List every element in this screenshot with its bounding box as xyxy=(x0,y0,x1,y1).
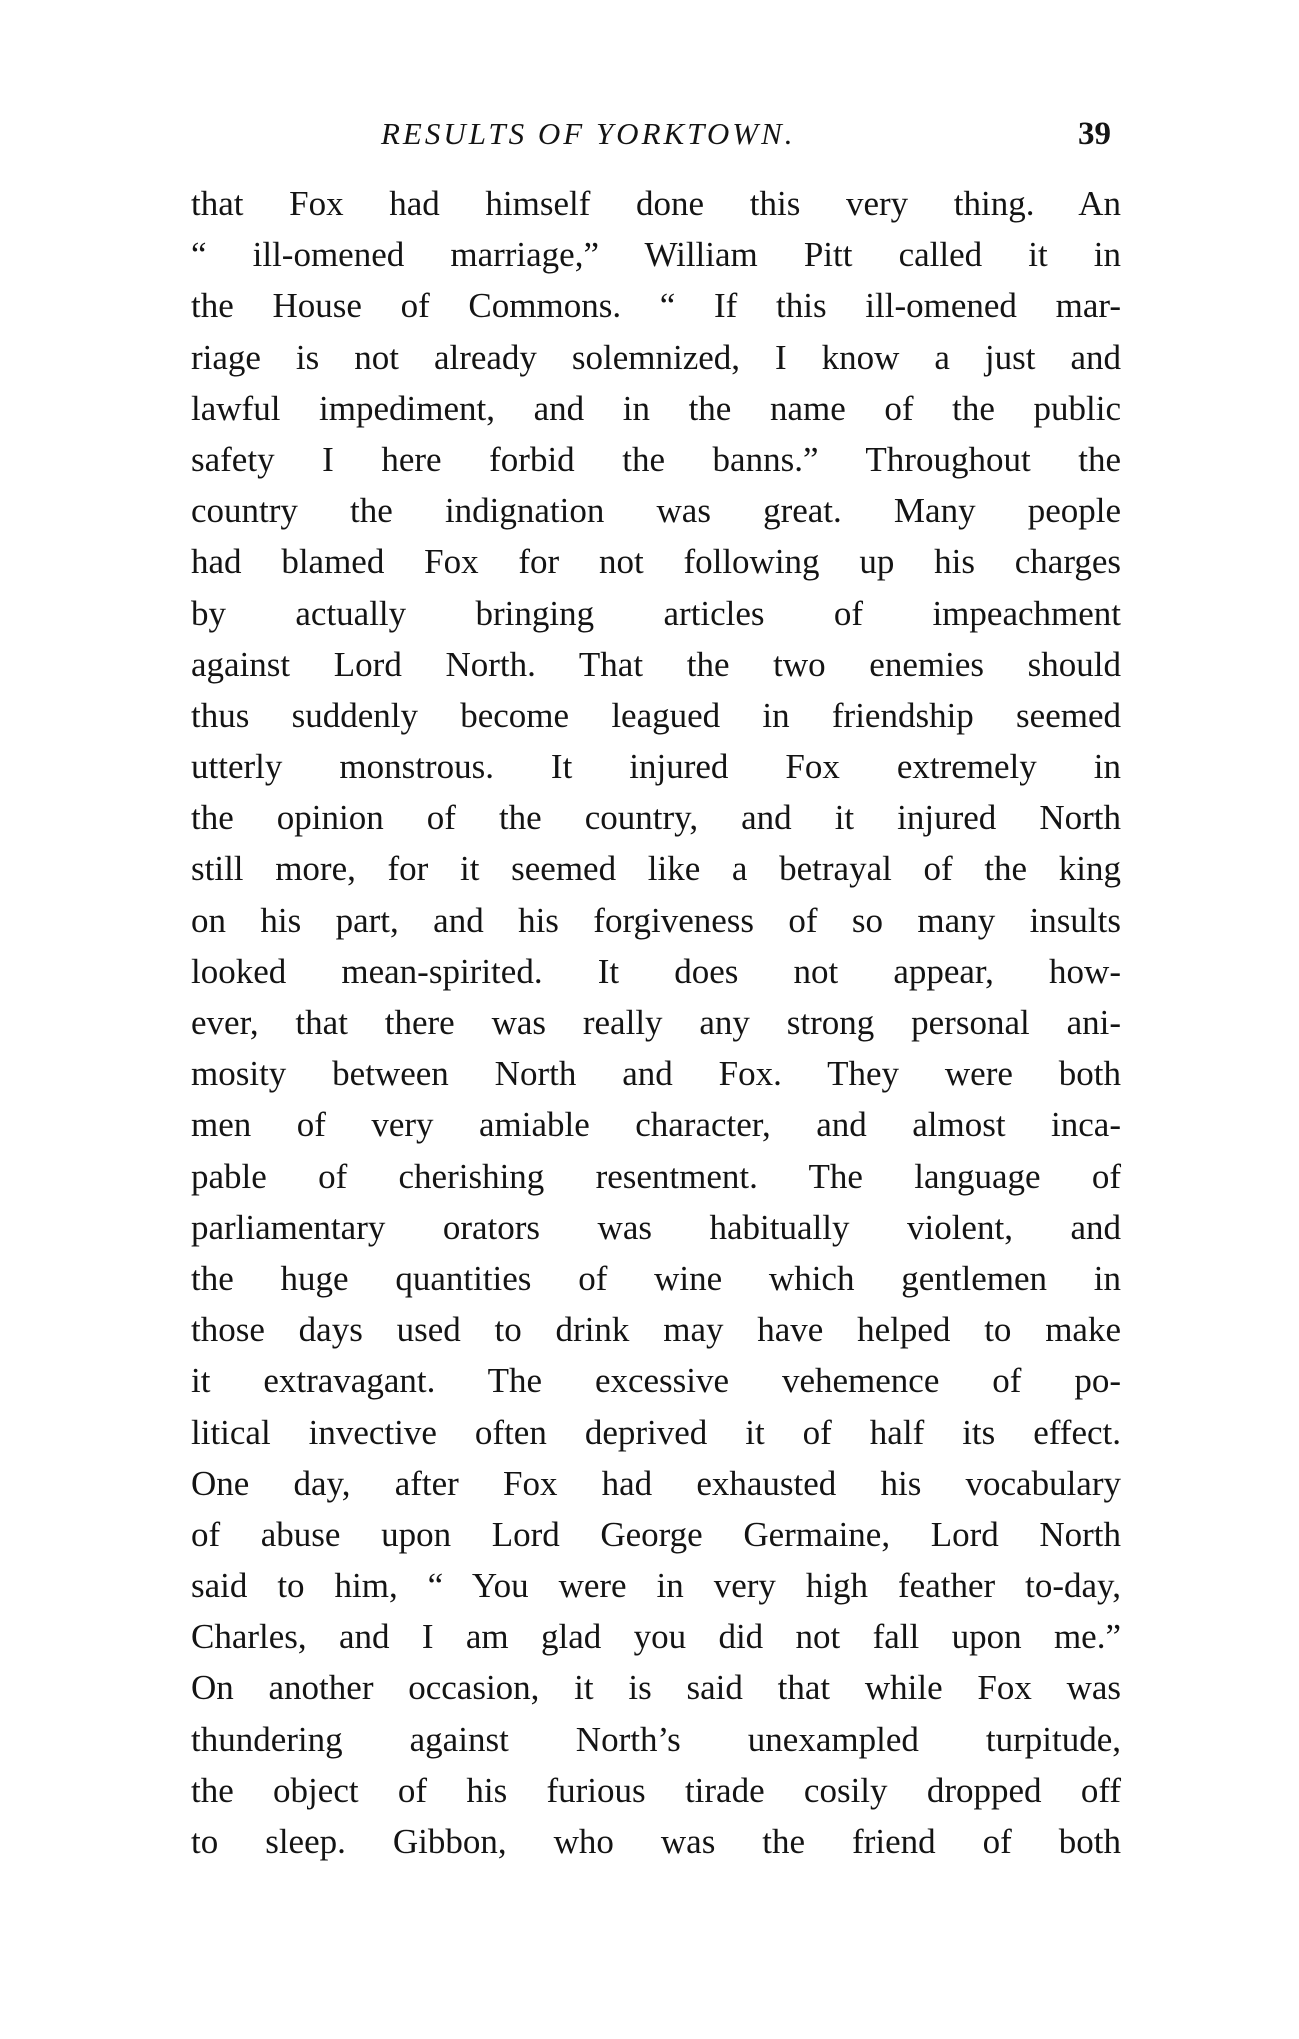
text-line: had blamed Fox for not following up his charges xyxy=(191,542,1121,582)
text-line: thus suddenly become leagued in friendship seemed xyxy=(191,695,1121,735)
text-line: ever, that there was really any strong personal ani- xyxy=(191,1003,1121,1042)
text-line: it extravagant. The excessive vehemence of po- xyxy=(191,1361,1121,1401)
text-line: of abuse upon Lord George Germaine, Lord North xyxy=(191,1514,1121,1554)
text-line: utterly monstrous. It injured Fox extremely in xyxy=(191,747,1121,787)
text-line: pable of cherishing resentment. The language of xyxy=(191,1156,1121,1196)
text-line: men of very amiable character, and almost inca- xyxy=(191,1105,1121,1145)
text-line: the House of Commons. “ If this ill-omened mar- xyxy=(191,286,1121,326)
text-line: litical invective often deprived it of half its effect. xyxy=(191,1412,1121,1452)
text-line: said to him, “ You were in very high feather to-day, xyxy=(191,1566,1121,1606)
text-line: parliamentary orators was habitually violent, and xyxy=(191,1207,1121,1247)
text-line: One day, after Fox had exhausted his vocabulary xyxy=(191,1463,1121,1503)
text-line: the object of his furious tirade cosily dropped off xyxy=(191,1770,1121,1810)
text-line: still more, for it seemed like a betrayal of the king xyxy=(191,849,1121,889)
text-line: lawful impediment, and in the name of the public xyxy=(191,388,1121,428)
page-number: 39 xyxy=(1078,116,1111,152)
text-line: country the indignation was great. Many people xyxy=(191,491,1121,531)
text-line: that Fox had himself done this very thing. An xyxy=(191,184,1121,223)
text-line: against Lord North. That the two enemies should xyxy=(191,644,1121,684)
body-text xyxy=(191,178,1121,1867)
text-line: On another occasion, it is said that while Fox was xyxy=(191,1668,1121,1708)
text-line: Charles, and I am glad you did not fall upon me.” xyxy=(191,1617,1121,1657)
running-title: RESULTS OF YORKTOWN. xyxy=(381,116,796,151)
text-line: to sleep. Gibbon, who was the friend of both xyxy=(191,1822,1121,1861)
text-line: thundering against North’s unexampled turpitude, xyxy=(191,1719,1121,1759)
text-line: by actually bringing articles of impeachment xyxy=(191,593,1121,633)
text-line: mosity between North and Fox. They were both xyxy=(191,1054,1121,1094)
text-line: the opinion of the country, and it injured North xyxy=(191,798,1121,838)
text-line: riage is not already solemnized, I know a just and xyxy=(191,337,1121,377)
text-line: the huge quantities of wine which gentlemen in xyxy=(191,1258,1121,1298)
running-header xyxy=(191,112,1121,156)
text-line: “ ill-omened marriage,” William Pitt called it in xyxy=(191,235,1121,275)
text-line: safety I here forbid the banns.” Throughout the xyxy=(191,439,1121,479)
text-line: those days used to drink may have helped to make xyxy=(191,1310,1121,1350)
text-line: looked mean-spirited. It does not appear, how- xyxy=(191,951,1121,991)
text-line: on his part, and his forgiveness of so many insults xyxy=(191,900,1121,940)
